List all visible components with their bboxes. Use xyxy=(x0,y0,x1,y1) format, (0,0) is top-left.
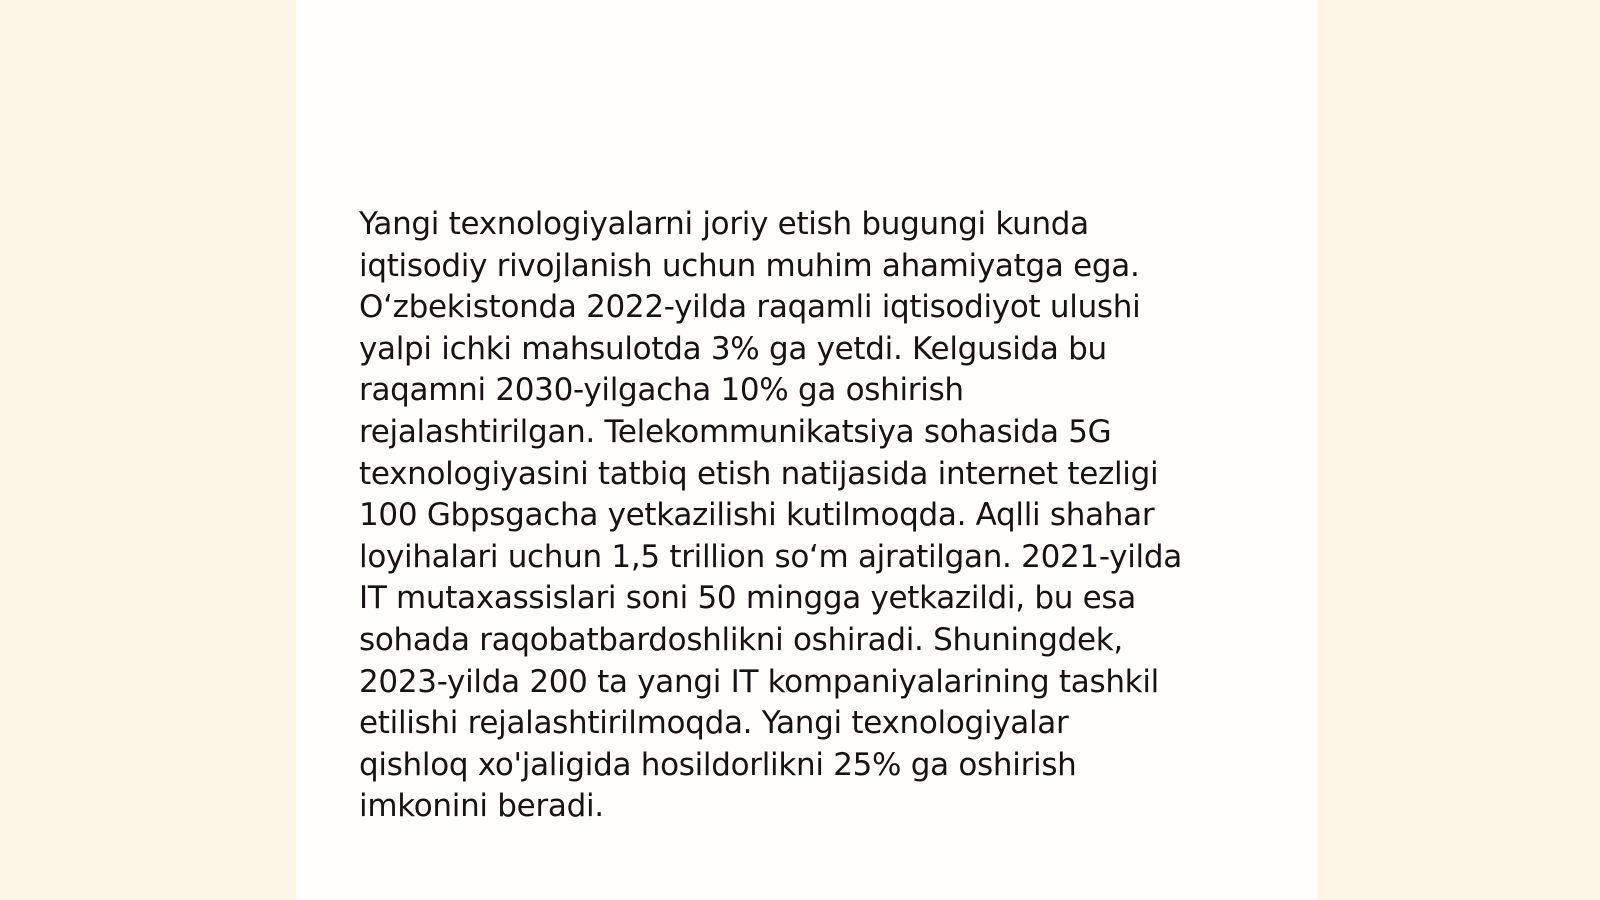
paragraph-line: iqtisodiy rivojlanish uchun muhim ahamiyatga ega. xyxy=(359,247,1140,284)
paragraph-line: 2023-yilda 200 ta yangi IT kompaniyalarining tashkil xyxy=(359,663,1159,700)
paragraph-line: texnologiyasini tatbiq etish natijasida internet tezligi xyxy=(359,455,1159,492)
document-page xyxy=(296,0,1318,900)
paragraph-line: 100 Gbpsgacha yetkazilishi kutilmoqda. Aqlli shahar xyxy=(359,497,1155,534)
paragraph-line: etilishi rejalashtirilmoqda. Yangi texnologiyalar xyxy=(359,705,1069,742)
paragraph-line: sohada raqobatbardoshlikni oshiradi. Shuningdek, xyxy=(359,621,1123,658)
paragraph-line: IT mutaxassislari soni 50 mingga yetkazildi, bu esa xyxy=(359,580,1136,617)
paragraph-line: O‘zbekistonda 2022-yilda raqamli iqtisodiyot ulushi xyxy=(359,289,1141,326)
paragraph-line: imkonini beradi. xyxy=(359,788,604,825)
paragraph-line: yalpi ichki mahsulotda 3% ga yetdi. Kelgusida bu xyxy=(359,330,1107,367)
paragraph-line: Yangi texnologiyalarni joriy etish bugungi kunda xyxy=(359,206,1089,242)
paragraph-line: raqamni 2030-yilgacha 10% ga oshirish xyxy=(359,372,964,409)
paragraph-line: qishloq xo'jaligida hosildorlikni 25% ga oshirish xyxy=(359,746,1077,783)
paragraph-line: rejalashtirilgan. Telekommunikatsiya sohasida 5G xyxy=(359,413,1112,450)
body-paragraph xyxy=(359,204,1239,828)
paragraph-line: loyihalari uchun 1,5 trillion so‘m ajratilgan. 2021-yilda xyxy=(359,538,1182,575)
